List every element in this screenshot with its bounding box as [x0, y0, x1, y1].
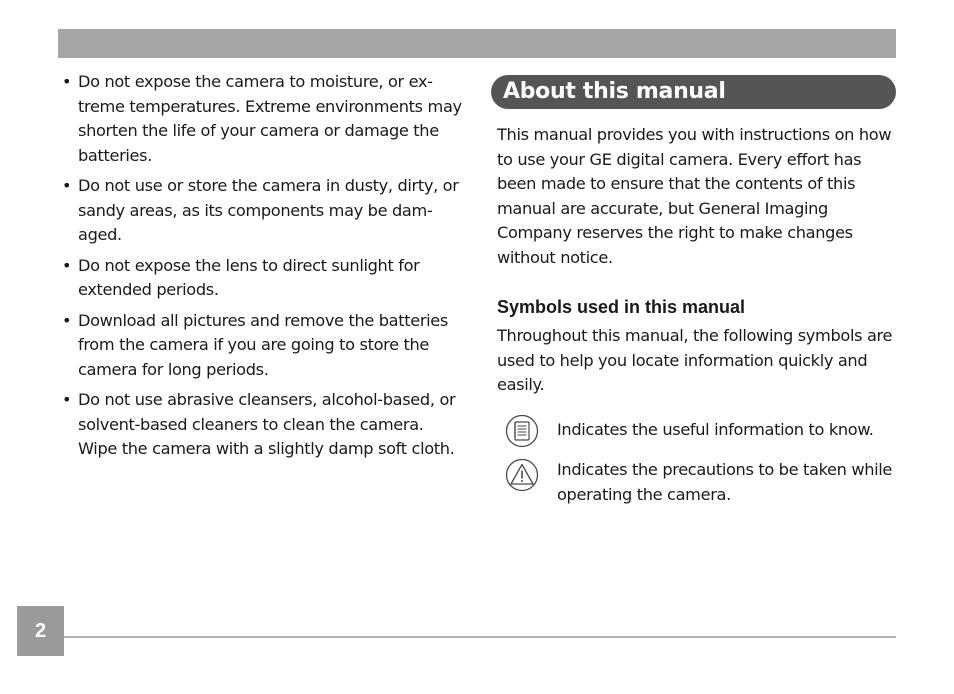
- symbol-warning-text: Indicates the precautions to be taken while operating the camera.: [557, 460, 893, 504]
- about-intro: This manual provides you with instructions on how to use your GE digital camera. Every effort has been made to ensure that the contents of this manual are accurate, but General Imaging Company reserves the right to make changes without notice.: [497, 125, 892, 267]
- header-bar: [58, 29, 896, 58]
- bullet-marker: •: [62, 390, 72, 409]
- bullet-marker: •: [62, 255, 72, 275]
- list-item: • Download all pictures and remove the batteries from the camera if you are going to store the camera for long periods.: [62, 310, 449, 379]
- bullet-marker: •: [62, 176, 72, 195]
- symbol-note-text: Indicates the useful information to know.: [557, 419, 874, 439]
- list-item: • Do not expose the camera to moisture, or ex-treme temperatures. Extreme environments may shorten the life of your camera or damage the batteries.: [62, 72, 462, 165]
- list-item: • Do not use or store the camera in dusty, dirty, or sandy areas, as its components may be dam-aged.: [62, 176, 459, 244]
- footer-divider: [64, 636, 896, 638]
- page-number: 2: [17, 606, 64, 656]
- bullet-marker: •: [62, 310, 72, 330]
- note-icon: [505, 414, 539, 448]
- symbols-heading: Symbols used in this manual: [497, 297, 746, 317]
- bullet-marker: •: [62, 72, 72, 91]
- warning-icon: [505, 458, 539, 492]
- precautions-list: [62, 70, 467, 468]
- list-item: • Do not expose the lens to direct sunlight for extended periods.: [62, 255, 420, 299]
- symbols-intro: Throughout this manual, the following symbols are used to help you locate information quickly and easily.: [497, 326, 893, 394]
- about-section: [491, 75, 896, 507]
- symbol-warning-row: [497, 458, 896, 507]
- list-item: • Do not use abrasive cleansers, alcohol-based, or solvent-based cleaners to clean the camera. Wipe the camera with a slightly damp soft cloth.: [62, 390, 456, 458]
- section-title: About this manual: [491, 75, 896, 109]
- symbol-note-row: [497, 418, 896, 443]
